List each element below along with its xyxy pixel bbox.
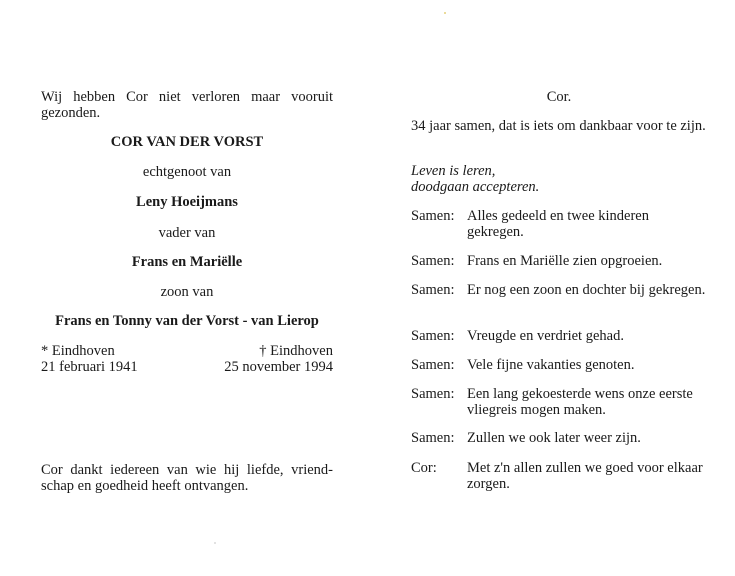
samen-line bbox=[411, 357, 707, 373]
birth-place: * Eindhoven bbox=[41, 343, 115, 359]
relation-spouse-label: echtgenoot van bbox=[142, 164, 232, 180]
line-text: Een lang gekoesterde wens onze eerste vliegreis mogen maken. bbox=[467, 386, 693, 418]
birth-block bbox=[41, 343, 138, 375]
death-block bbox=[224, 343, 333, 375]
line-label: Samen: bbox=[411, 282, 455, 298]
spouse-name: Leny Hoeijmans bbox=[136, 194, 238, 210]
poem-line-2: doodgaan accepteren. bbox=[411, 179, 540, 195]
line-text: Met z'n allen zullen we goed voor elkaar zorgen. bbox=[467, 460, 703, 492]
line-text: Frans en Mariëlle zien opgroeien. bbox=[467, 253, 663, 269]
parents-names: Frans en Tonny van der Vorst - van Lierop bbox=[55, 313, 319, 329]
right-heading: Cor. bbox=[546, 89, 572, 105]
line-label: Samen: bbox=[411, 386, 455, 402]
line-text: Zullen we ook later weer zijn. bbox=[467, 430, 641, 446]
line-label: Samen: bbox=[411, 208, 455, 224]
children-names: Frans en Mariëlle bbox=[131, 254, 243, 270]
line-label: Cor: bbox=[411, 460, 437, 476]
samen-line bbox=[411, 430, 707, 446]
death-place: † Eindhoven bbox=[259, 343, 333, 359]
line-label: Samen: bbox=[411, 253, 455, 269]
relation-father-label: vader van bbox=[158, 225, 216, 241]
line-label: Samen: bbox=[411, 430, 455, 446]
samen-line bbox=[411, 208, 707, 240]
right-page bbox=[411, 0, 707, 576]
cor-line bbox=[411, 460, 707, 492]
opening-text: Wij hebben Cor niet verloren maar vooruit gezonden. bbox=[41, 89, 333, 121]
samen-line bbox=[411, 253, 707, 269]
life-dates bbox=[41, 343, 333, 375]
samen-line bbox=[411, 282, 707, 298]
line-text: Er nog een zoon en dochter bij gekregen. bbox=[467, 282, 706, 298]
samen-line bbox=[411, 328, 707, 344]
poem-line-1: Leven is leren, bbox=[411, 163, 496, 179]
deceased-name: COR VAN DER VORST bbox=[110, 134, 264, 150]
intro-text: 34 jaar samen, dat is iets om dankbaar voor te zijn. bbox=[411, 118, 706, 134]
closing-text: Cor dankt iedereen van wie hij liefde, vriend- schap en goedheid heeft ontvangen. bbox=[41, 462, 333, 494]
relation-son-label: zoon van bbox=[160, 284, 214, 300]
line-text: Alles gedeeld en twee kinderen gekregen. bbox=[467, 208, 649, 240]
line-text: Vele fijne vakanties genoten. bbox=[467, 357, 635, 373]
birth-date: 21 februari 1941 bbox=[41, 359, 138, 375]
line-label: Samen: bbox=[411, 328, 455, 344]
line-text: Vreugde en verdriet gehad. bbox=[467, 328, 624, 344]
death-date: 25 november 1994 bbox=[224, 359, 333, 375]
left-page bbox=[41, 0, 333, 576]
samen-line bbox=[411, 386, 707, 418]
line-label: Samen: bbox=[411, 357, 455, 373]
